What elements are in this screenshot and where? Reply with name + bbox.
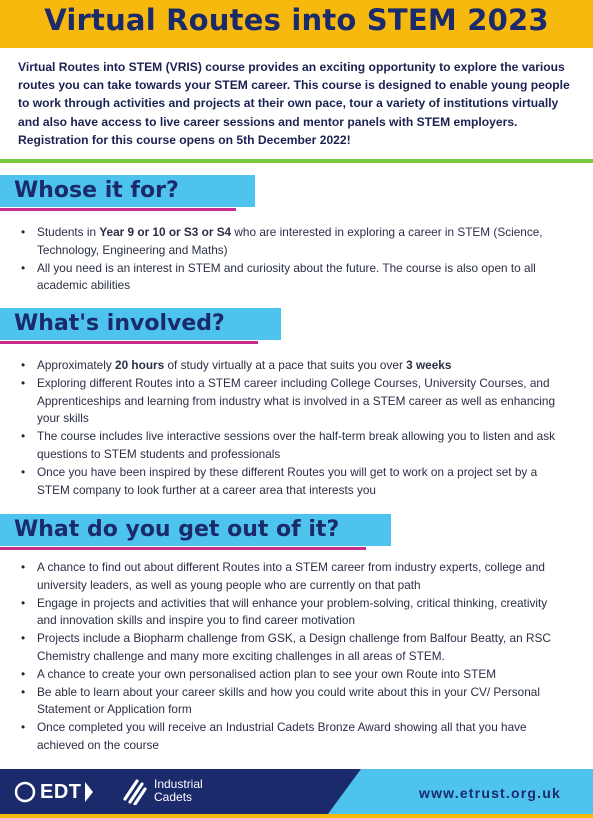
footer [0,769,593,818]
bullet-item: • The course includes live interactive sessions over the half-term break allowing you to listen and ask questions to STEM students and professionals [18,428,563,464]
edt-chevron-icon [84,781,94,803]
section-list-whose-it-for [18,224,563,295]
industrial-cadets-logo [122,777,203,805]
bullet-item: • Approximately 20 hours of study virtually at a pace that suits you over 3 weeks [18,357,563,375]
edt-swirl-icon [14,781,36,803]
bullet-item: • Students in Year 9 or 10 or S3 or S4 who are interested in exploring a career in STEM (Science, Technology, Engineering and Maths) [18,224,563,260]
ic-logo-line1: Industrial [154,777,203,791]
edt-logo [14,779,94,805]
bullet-item: • A chance to find out about different Routes into a STEM career from industry experts, college and university leaders, as well as young people who are currently on that path [18,559,563,595]
section-underline [0,547,366,550]
bullet-item: • Once you have been inspired by these different Routes you will get to work on a project set by a STEM company to look further at a career area that interests you [18,464,563,500]
edt-logo-text: EDT [40,780,82,803]
intro-paragraph: Virtual Routes into STEM (VRIS) course provides an exciting opportunity to explore the various routes you can take towards your STEM career. This course is designed to enable young people to work through activities and projects at their own pace, tour a variety of institutions virtually and also have access to live career sessions and mentor panels with STEM employers. Registration for this course opens on 5th December 2022! [18,60,570,147]
section-underline [0,341,258,344]
ic-logo-line2: Cadets [154,790,193,804]
section-heading: What do you get out of it? [14,517,340,542]
section-underline [0,208,236,211]
green-divider [0,159,593,163]
bullet-item: • All you need is an interest in STEM and curiosity about the future. The course is also open to all academic abilities [18,260,563,296]
section-heading: Whose it for? [14,178,179,203]
bullet-item: • Once completed you will receive an Industrial Cadets Bronze Award showing all that you have achieved on the course [18,719,563,755]
section-list-whats-involved [18,357,563,499]
page-title: Virtual Routes into STEM 2023 [44,3,549,37]
section-heading: What's involved? [14,311,225,336]
industrial-cadets-stripes-icon [122,777,148,805]
bullet-item: • Be able to learn about your career skills and how you could write about this in your CV/ Personal Statement or Application form [18,684,563,720]
bullet-item: • Projects include a Biopharm challenge from GSK, a Design challenge from Balfour Beatty, an RSC Chemistry challenge and many more exciting challenges in all areas of STEM. [18,630,563,666]
website-link[interactable]: www.etrust.org.uk [418,785,561,801]
bullet-item: • A chance to create your own personalised action plan to see your own Route into STEM [18,666,563,684]
bullet-item: • Engage in projects and activities that will enhance your problem-solving, critical thinking, creativity and innovation skills and inspire you to find career motivation [18,595,563,631]
footer-yellow-strip [0,814,593,818]
section-list-what-do-you-get [18,559,563,755]
bullet-item: • Exploring different Routes into a STEM career including College Courses, University Courses, and Apprenticeships and learning from industry what is involved in a STEM career as well as enhancing your skills [18,375,563,428]
